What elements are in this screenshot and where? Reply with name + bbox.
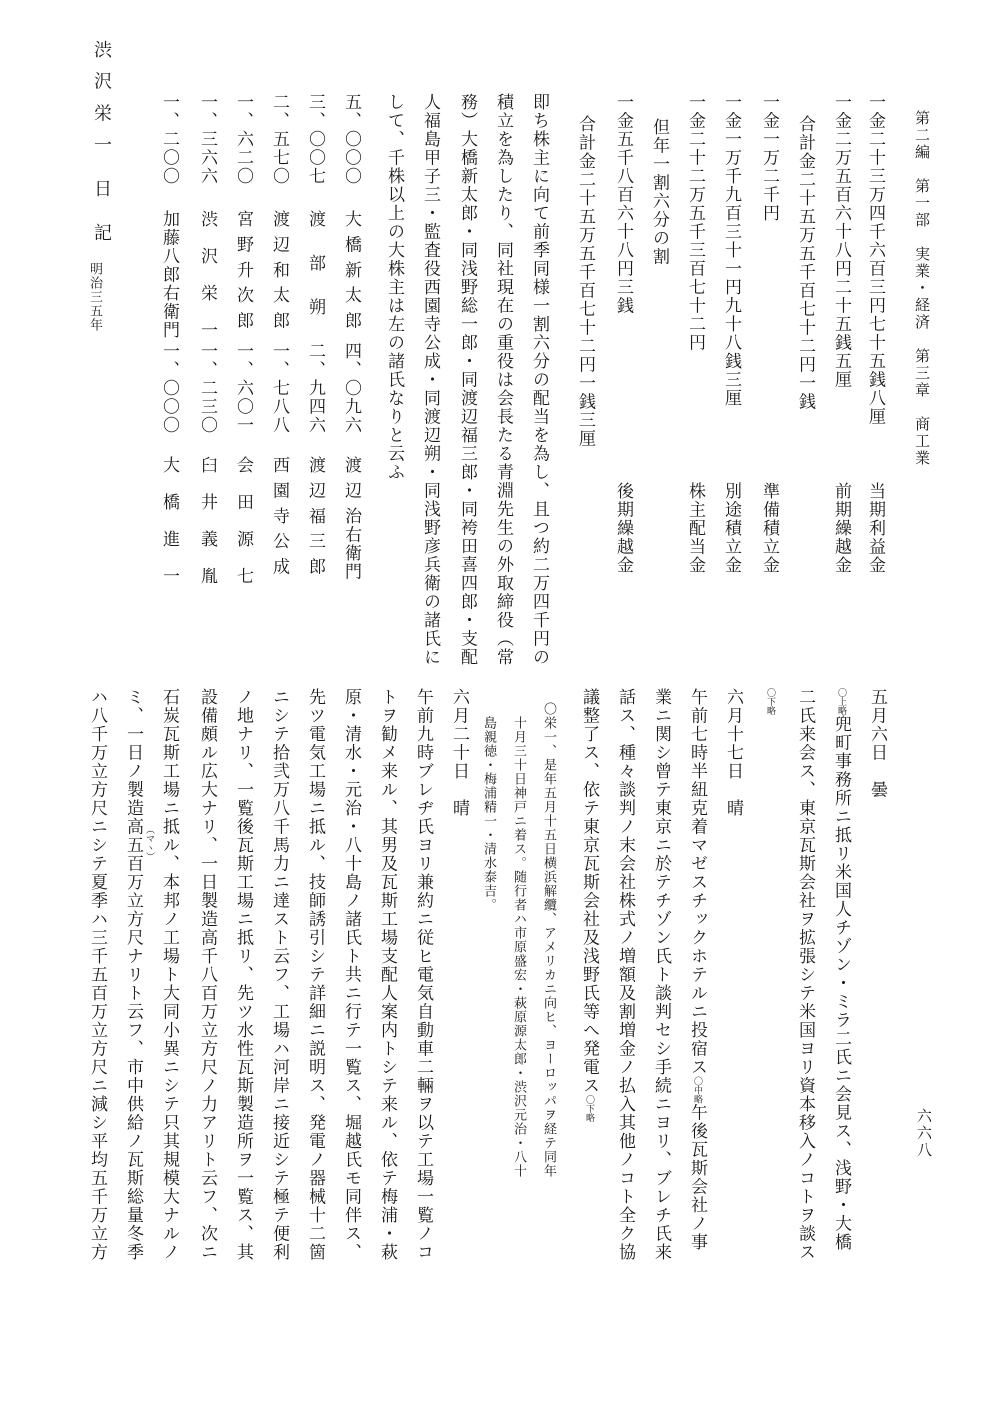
account-amount: 一金一万二千円 [759, 93, 779, 223]
shareholder-name: 西 園 寺 公 成 [269, 456, 289, 577]
source-year: 明治三五年 [87, 262, 102, 332]
paragraph-line: 人福島甲子三・監査役西園寺公成・同渡辺朔・同浅野彦兵衛の諸氏に [420, 93, 440, 667]
diary-line: ミ、一日ノ製造高五百万立方尺ナリト云フ、市中供給ノ瓦斯総量冬季 [123, 688, 143, 1262]
shareholder-name: 会 田 源 七 [233, 456, 253, 586]
diary-line: 午前九時ブレヂ氏ヨリ兼約ニ従ヒ電気自動車二輛ヲ以テ工場一覧ノコ [413, 688, 433, 1262]
omission-mark: 〇中略 [692, 1076, 702, 1104]
diary-date: 六月二十日 晴 [449, 688, 469, 818]
diary-date: 六月十七日 晴 [723, 688, 743, 818]
paragraph-line: 積立を為したり、同社現在の重役は会長たる青淵先生の外取締役（常 [493, 93, 513, 667]
account-label: 前期繰越金 [831, 482, 851, 575]
shares-count: 四、〇九六 [341, 342, 361, 435]
shareholder-name: 大 橋 新 太 郎 [341, 210, 361, 331]
shares-count: 一、〇〇〇 [159, 342, 179, 435]
shareholder-name: 渡 辺 福 三 郎 [305, 456, 325, 577]
account-amount: 一金二十二万五千三百七十二円 [685, 93, 705, 352]
editorial-note: 島親徳・梅浦精一・清水泰吉。 [481, 716, 496, 912]
account-total: 合計金二十五万五千百七十二円一銭 [795, 115, 815, 411]
omission-mark: 〇下略 [584, 1095, 594, 1122]
account-label: 別途積立金 [721, 482, 741, 575]
diary-line: ノ地ナリ、一覧後瓦斯工場ニ抵リ、先ツ水性瓦斯製造所ヲ一覧ス、其 [233, 688, 253, 1262]
diary-line: 先ツ電気工場ニ抵ル、技師誘引シテ詳細ニ説明ス、発電ノ器械十二箇 [305, 688, 325, 1262]
source-title: 渋 沢 栄 一 日 記 [91, 40, 112, 246]
account-note: 但年一割六分の割 [649, 118, 669, 266]
shares-count: 二、五七〇 [269, 93, 289, 186]
omission-mark: 〇上略 [836, 688, 846, 715]
diary-line [688, 688, 705, 1252]
shareholder-name: 渡 辺 治右衛門 [341, 456, 361, 581]
diary-line: 業ニ関シ曾テ東京ニ於テチゾン氏ト談判セシ手続ニヨリ、ブレチ氏来 [651, 688, 671, 1262]
shareholder-name: 宮 野 升 次 郎 [233, 210, 253, 331]
shares-count: 一、七八八 [269, 342, 289, 435]
account-label: 後期繰越金 [613, 482, 633, 575]
paragraph-line: 即ち株主に向て前季同様一割六分の配当を為し、且つ約二万四千円の [529, 93, 549, 667]
shareholder-name: 臼 井 義 胤 [197, 456, 217, 586]
diary-line: 話ス、種々談判ノ末会社株式ノ増額及割増金ノ払入其他ノコト全ク協 [615, 688, 635, 1262]
editorial-note: 〇栄一、是年五月十五日横浜解纜、アメリカニ向ヒ、ヨーロッパヲ経テ同年 [541, 702, 556, 1178]
paragraph-line: して、千株以上の大株主は左の諸氏なりと云ふ [384, 93, 404, 482]
sic-mark: （マヽ） [144, 825, 154, 861]
page-number: 六六八 [915, 1108, 933, 1159]
account-amount: 一金一万千九百三十一円九十八銭三厘 [721, 93, 741, 408]
shares-count: 一、二〇〇 [159, 93, 179, 186]
shares-count: 一、三六六 [197, 93, 217, 186]
editorial-note: 十月三十日神戸ニ着ス。随行者ハ市原盛宏・萩原源太郎・渋沢元治・八十 [511, 716, 526, 1178]
diary-line: ハ八千万立方尺ニシテ夏季ハ三千五百万立方尺ニ減シ平均五千万立方 [87, 688, 107, 1262]
shareholder-name: 大 橋 進 一 [159, 456, 179, 586]
diary-line: 二氏来会ス、東京瓦斯会社ヲ拡張シテ米国ヨリ資本移入ノコトヲ談ス [795, 688, 815, 1262]
diary-line: 設備頗ル広大ナリ、一日製造高千八百万立方尺ノ力アリト云フ、次ニ [197, 688, 217, 1262]
account-label: 準備積立金 [759, 482, 779, 575]
diary-text: 兜町事務所ニ抵リ米国人チゾン・ミラ二氏ニ会見ス、浅野・大橋 [831, 715, 851, 1252]
shareholder-name: 加藤八郎右衛門 [159, 210, 179, 340]
diary-date: 五月六日 曇 [867, 688, 887, 799]
shares-count: 二、九四六 [305, 342, 325, 435]
account-total: 合計金二十五万五千百七十二円一銭三厘 [575, 115, 595, 448]
shares-count: 一、六〇一 [233, 342, 253, 435]
account-label: 株主配当金 [685, 482, 705, 575]
diary-text: 議整了ス、依テ東京瓦斯会社及浅野氏等へ発電ス [579, 688, 599, 1095]
diary-text: 午前七時半紐克着マゼスチックホテルニ投宿ス [687, 688, 707, 1077]
diary-line: トヲ勧メ来ル、其男及瓦斯工場支配人案内トシテ来ル、依テ梅浦・萩 [377, 688, 397, 1262]
shareholder-name: 渋 沢 栄 一 [197, 210, 217, 340]
diary-line [832, 688, 849, 1252]
diary-text: 午後瓦斯会社ノ事 [687, 1103, 707, 1252]
shareholder-name: 渡 辺 和 太 郎 [269, 210, 289, 331]
diary-line: ニシテ拾弐万八千馬力ニ達スト云フ、工場ハ河岸ニ接近シテ極テ便利 [269, 688, 289, 1262]
diary-line: 石炭瓦斯工場ニ抵ル、本邦ノ工場ト大同小異ニシテ只其規模大ナルノ [159, 688, 179, 1262]
running-header: 第二編 第一部 実業・経済 第三章 商工業 [913, 110, 931, 467]
shares-count: 五、〇〇〇 [341, 93, 361, 186]
account-amount: 一金五千八百六十八円三銭 [613, 93, 633, 315]
shares-count: 一、二三〇 [197, 342, 217, 435]
diary-line: 原・清水・元治・八十島ノ諸氏ト共ニ行テ一覧ス、堀越氏モ同伴ス、 [341, 688, 361, 1262]
account-amount: 一金二万五百六十八円二十五銭五厘 [831, 93, 851, 389]
shares-count: 一、六二〇 [233, 93, 253, 186]
shareholder-name: 渡 部 朔 [305, 210, 325, 317]
paragraph-line: 務）大橋新太郎・同浅野総一郎・同渡辺福三郎・同袴田喜四郎・支配 [457, 93, 477, 667]
diary-line [580, 688, 597, 1122]
account-amount: 一金二十三万四千六百三円七十五銭八厘 [865, 93, 885, 426]
omission-mark: 〇下略 [765, 688, 775, 715]
account-label: 当期利益金 [865, 482, 885, 575]
shares-count: 三、〇〇七 [305, 93, 325, 186]
